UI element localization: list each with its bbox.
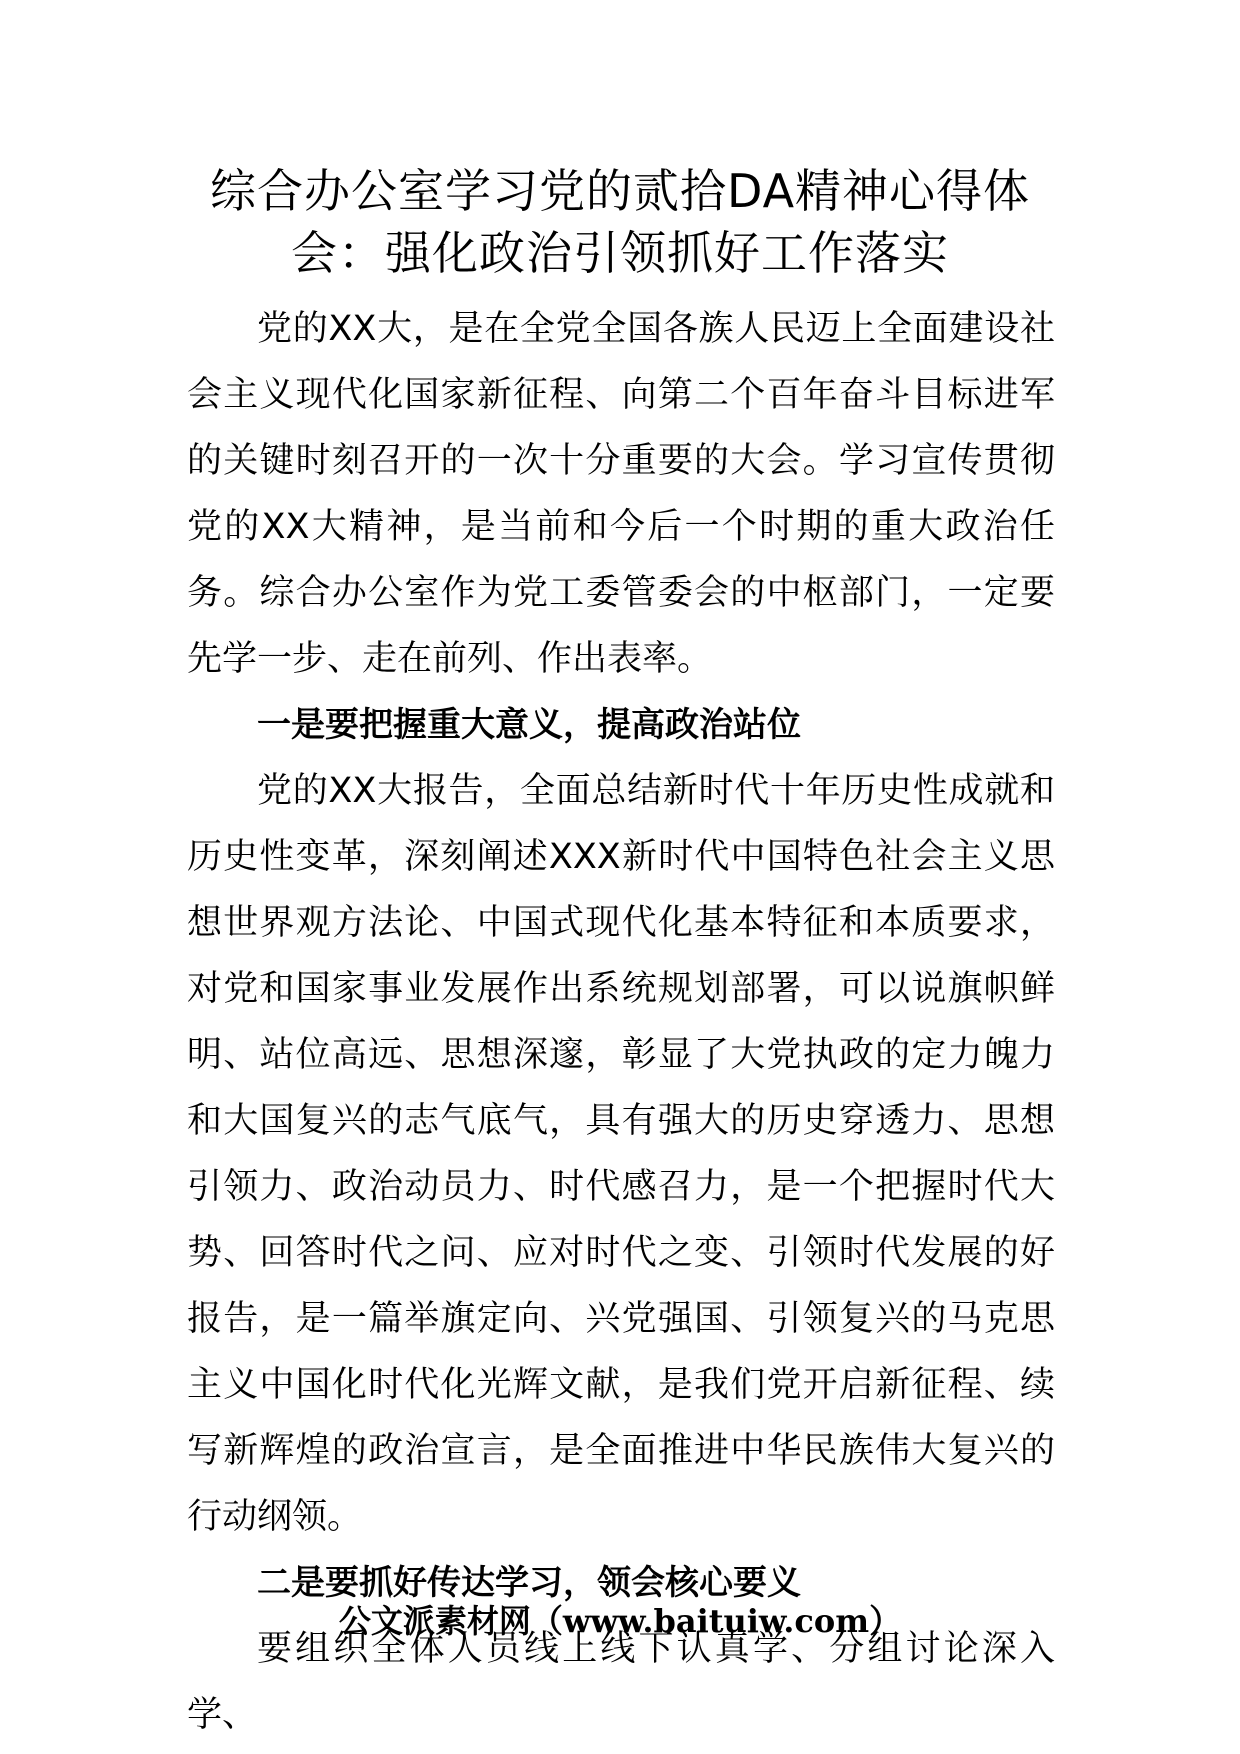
intro-paragraph: 党的XX大，是在全党全国各族人民迈上全面建设社会主义现代化国家新征程、向第二个百年奋斗目标进军的关键时刻召开的一次十分重要的大会。学习宣传贯彻党的XX大精神，是当前和今后一个时期的重大政治任务。综合办公室作为党工委管委会的中枢部门，一定要先学一步、走在前列、作出表率。 [187, 309, 1055, 679]
section-heading-2: 二是要抓好传达学习，领会核心要义 [257, 1563, 801, 1603]
section-1-paragraph: 党的XX大报告，全面总结新时代十年历史性成就和历史性变革，深刻阐述XXX新时代中国特色社会主义思想世界观方法论、中国式现代化基本特征和本质要求，对党和国家事业发展作出系统规划部署，可以说旗帜鲜明、站位高远、思想深邃，彰显了大党执政的定力魄力和大国复兴的志气底气，具有强大的历史穿透力、思想引领力、政治动员力、时代感召力，是一个把握时代大势、回答时代之问、应对时代之变、引领时代发展的好报告，是一篇举旗定向、兴党强国、引领复兴的马克思主义中国化时代化光辉文献，是我们党开启新征程、续写新辉煌的政治宣言，是全面推进中华民族伟大复兴的行动纲领。 [187, 771, 1055, 1537]
document-title-line-2: 会：强化政治引领抓好工作落实 [291, 226, 949, 280]
document-title [180, 160, 1060, 284]
section-2-paragraph: 要组织全体人员线上线下认真学、分组讨论深入学、 [187, 1629, 1055, 1735]
document-body [187, 296, 1055, 1748]
section-heading-1: 一是要把握重大意义，提高政治站位 [257, 705, 801, 745]
footer-watermark: 公文派素材网（www.baituiw.com） [338, 1602, 902, 1640]
document-title-line-1: 综合办公室学习党的贰拾DA精神心得体 [209, 164, 1031, 218]
